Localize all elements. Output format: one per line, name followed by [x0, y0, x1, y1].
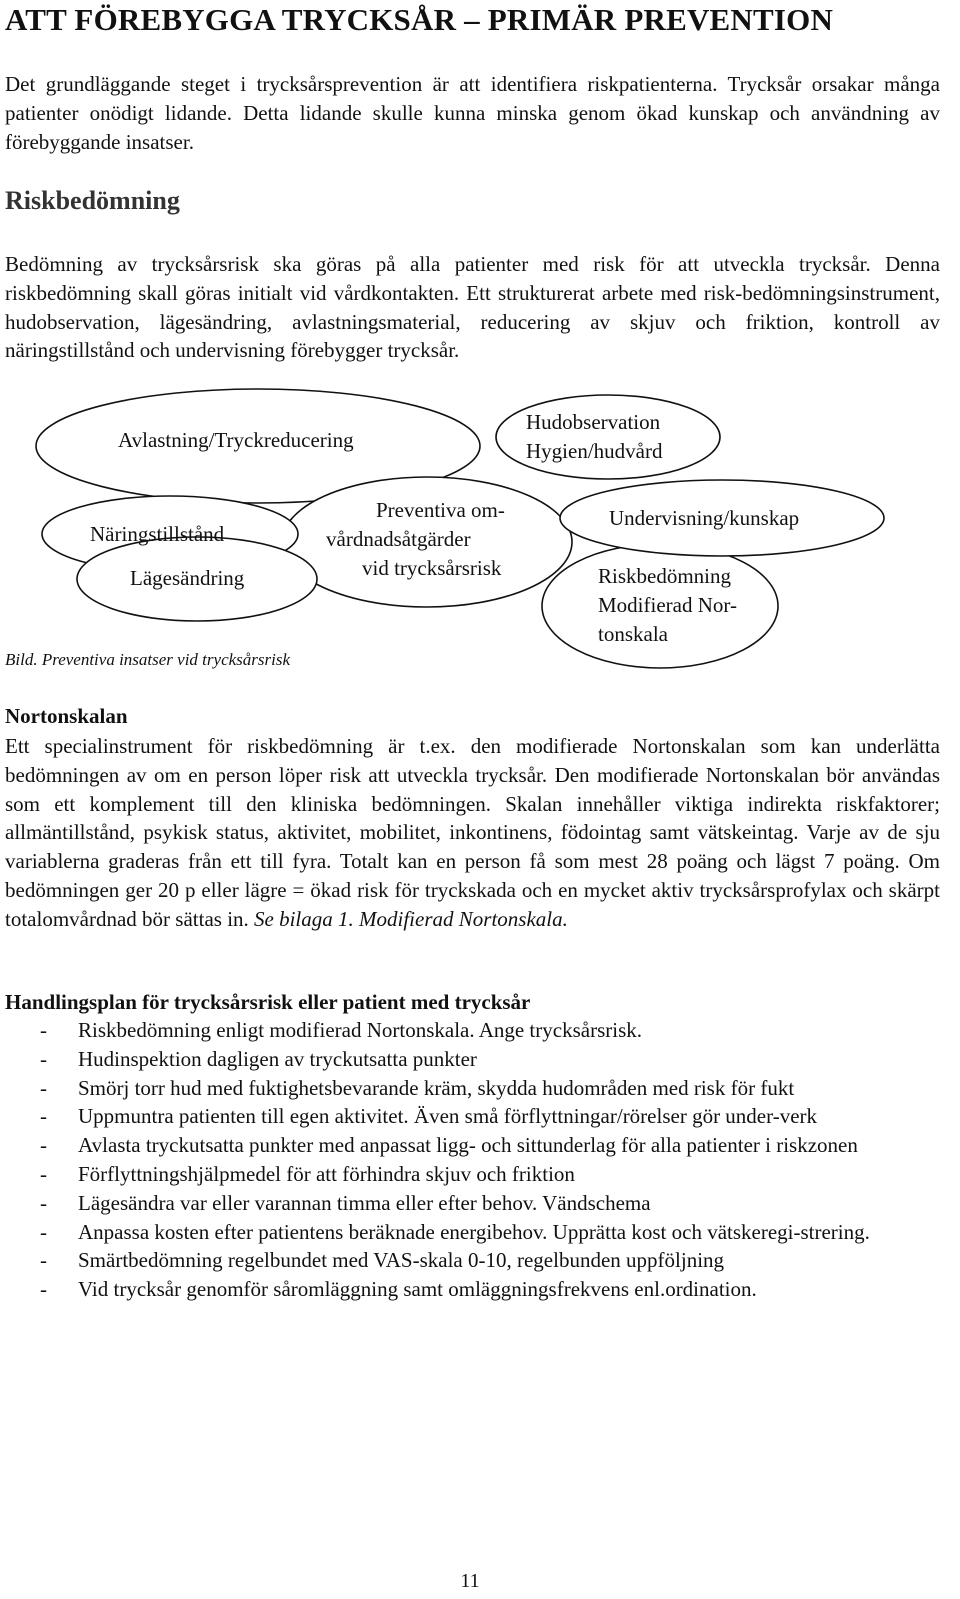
list-dash: - — [40, 1075, 47, 1100]
diagram-label-undervisning: Undervisning/kunskap — [609, 506, 800, 530]
list-item-text: Hudinspektion dagligen av tryckutsatta punkter — [78, 1046, 477, 1071]
list-dash: - — [40, 1190, 47, 1215]
list-item — [0, 1016, 940, 1045]
list-dash: - — [40, 1018, 47, 1042]
list-item — [0, 1131, 940, 1160]
nortonskalan-paragraph — [5, 732, 940, 934]
diagram-label-avlastning: Avlastning/Tryckreducering — [118, 428, 354, 452]
diagram-label-center-2: vårdnadsåtgärder — [326, 527, 471, 551]
diagram-label-riskbedomning: Riskbedömning — [598, 564, 732, 588]
list-item-text: Smärtbedömning regelbundet med VAS-skala 0-10, regelbunden uppföljning — [78, 1248, 725, 1273]
diagram-label-center-1: Preventiva om- — [376, 498, 505, 522]
list-item — [0, 1074, 940, 1103]
list-item-text: Uppmuntra patienten till egen aktivitet. Även små förflyttningar/rörelser gör under-verk — [78, 1104, 818, 1129]
list-item — [0, 1102, 940, 1131]
intro-paragraph: Det grundläggande steget i trycksårsprevention är att identifiera riskpatienterna. Trycksår orsakar många patienter onödigt lidande. Detta lidande skulle kunna minska genom ökad kunskap och användning av förebyggande insatser. — [5, 72, 940, 154]
list-dash: - — [40, 1104, 47, 1129]
list-item-text: Avlasta tryckutsatta punkter med anpassat ligg- och sittunderlag för alla patienter i riskzonen — [78, 1133, 858, 1158]
nortonskalan-text: Ett specialinstrument för riskbedömning är t.ex. den modifierade Nortonskalan som kan underlätta bedömningen av om en person löper risk att utveckla trycksår. Den modifierade Nortonskalan bör användas som ett komplement till den kliniska bedömningen. Skalan innehåller viktiga indirekta riskfaktorer; allmäntillstånd, psykisk status, aktivitet, mobilitet, inkontinens, födointag samt vätskeintag. Varje av de sju variablerna graderas från ett till fyra. Totalt kan en person få som mest 28 poäng och lägst 7 poäng. Om bedömningen ger 20 p eller lägre = ökad risk för tryckskada och en mycket aktiv trycksårsprofylax och skärpt totalomvårdnad bör sättas in. — [5, 734, 940, 931]
figure-caption: Bild. Preventiva insatser vid trycksårsrisk — [5, 650, 291, 669]
handlingsplan-heading: Handlingsplan för trycksårsrisk eller patient med trycksår — [5, 990, 531, 1014]
list-item-text: Riskbedömning enligt modifierad Nortonskala. Ange trycksårsrisk. — [78, 1018, 642, 1042]
diagram-label-hudobservation: Hudobservation — [526, 410, 661, 434]
list-item-text: Lägesändra var eller varannan timma eller efter behov. Vändschema — [78, 1190, 651, 1215]
riskbedomning-paragraph: Bedömning av trycksårsrisk ska göras på alla patienter med risk för att utveckla trycksår. Denna riskbedömning skall göras initialt vid vårdkontakten. Ett strukturerat arbete med risk-bedömningsinstrument, hudobservation, lägesändring, avlastningsmaterial, reducering av skjuv och friktion, kontroll av näringstillstånd och undervisning förebygger trycksår. — [5, 252, 940, 363]
diagram-label-center-3: vid trycksårsrisk — [362, 556, 502, 580]
diagram-label-hygien: Hygien/hudvård — [526, 439, 663, 463]
handlingsplan-list — [0, 1016, 940, 1304]
list-item-text: Smörj torr hud med fuktighetsbevarande kräm, skydda hudområden med risk för fukt — [78, 1075, 795, 1100]
page-number: 11 — [460, 1570, 480, 1592]
diagram-label-tonskala: tonskala — [598, 622, 668, 646]
list-item — [0, 1045, 940, 1074]
list-item — [0, 1160, 940, 1189]
list-item — [0, 1189, 940, 1218]
list-item-text: Förflyttningshjälpmedel för att förhindra skjuv och friktion — [78, 1161, 575, 1186]
diagram-label-modifierad: Modifierad Nor- — [598, 593, 737, 617]
page-title: ATT FÖREBYGGA TRYCKSÅR – PRIMÄR PREVENTION — [5, 2, 834, 37]
list-item — [0, 1218, 940, 1247]
diagram-label-lagesandring: Lägesändring — [130, 566, 245, 590]
list-item-text: Vid trycksår genomför såromläggning samt omläggningsfrekvens enl.ordination. — [78, 1277, 757, 1302]
riskbedomning-heading: Riskbedömning — [5, 186, 180, 215]
list-dash: - — [40, 1133, 47, 1158]
list-item — [0, 1246, 940, 1275]
list-dash: - — [40, 1277, 47, 1302]
list-dash: - — [40, 1248, 47, 1273]
nortonskalan-reference: Se bilaga 1. Modifierad Nortonskala. — [254, 906, 568, 931]
list-dash: - — [40, 1161, 47, 1186]
list-item — [0, 1275, 940, 1304]
list-dash: - — [40, 1219, 47, 1244]
list-item-text: Anpassa kosten efter patientens beräknade energibehov. Upprätta kost och vätskeregi-strering. — [78, 1219, 870, 1244]
nortonskalan-heading: Nortonskalan — [5, 704, 128, 728]
diagram-label-naringstillstand: Näringstillstånd — [90, 522, 225, 546]
list-dash: - — [40, 1046, 47, 1071]
